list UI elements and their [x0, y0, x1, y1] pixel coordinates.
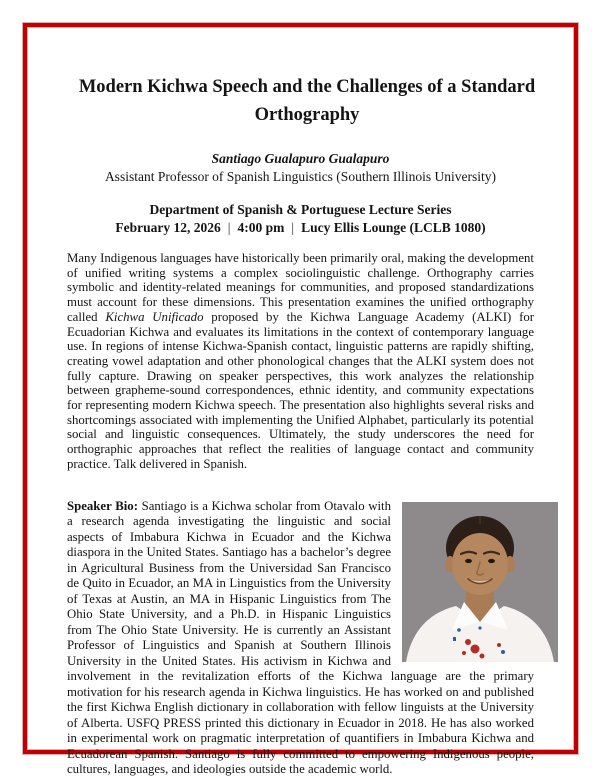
abstract-italic-term: Kichwa Unificado	[105, 309, 204, 324]
event-time: 4:00 pm	[237, 220, 285, 235]
separator-bar: |	[227, 220, 231, 235]
event-details-line	[67, 219, 534, 237]
speaker-bio-section	[67, 499, 534, 777]
speaker-name: Santiago Gualapuro Gualapuro	[211, 151, 390, 166]
speaker-portrait-illustration	[402, 502, 558, 662]
lecture-series-title: Department of Spanish & Portuguese Lecture Series	[149, 202, 452, 217]
page-title: Modern Kichwa Speech and the Challenges of a Standard Orthography	[78, 77, 536, 125]
abstract-text-lead: Many Indigenous languages have historically been primarily oral, making the development of unified writing systems a complex sociolinguistic challenge. Orthography carries symbolic and identity-related meanings for communities, and proposed standardizations must account for these dimensions. This presentation examines the unified orthography called	[67, 251, 534, 324]
bio-text: Santiago is a Kichwa scholar from Otavalo with a research agenda investigating the linguistic and social aspects of Imbabura Kichwa in Ecuador and the Kichwa diaspora in the United States. Santiago has a bachelor’s degree in Agricultural Business from the Universidad San Francisco de Quito in Ecuador, an MA in Linguistics from the University of Texas at Austin, an MA in Hispanic Linguistics from The Ohio State University, and a Ph.D. in Hispanic Linguistics from The Ohio State University. He is currently an Assistant Professor of Linguistics and Spanish at Southern Illinois University in the United States. His activism in Kichwa and involvement in the revitalization efforts of the Kichwa language are the primary motivation for his research agenda in Kichwa linguistics. He has worked on and published the first Kichwa English dictionary in collaboration with fellow linguists at the University of Alberta. USFQ PRESS printed this dictionary in Ecuador in 2018. He has also worked in experimental work on pragmatic interpretation of quantifiers in Imbabura Kichwa and Ecuadorean Spanish. Santiago is fully committed to empowering Indigenous people, cultures, languages, and ideologies outside the academic world.	[67, 498, 534, 777]
red-border-frame	[23, 23, 578, 777]
abstract-paragraph	[67, 251, 534, 472]
speaker-affiliation: Assistant Professor of Spanish Linguistics (Southern Illinois University)	[104, 169, 497, 184]
bio-label: Speaker Bio:	[67, 498, 138, 513]
event-location: Lucy Ellis Lounge (LCLB 1080)	[301, 220, 486, 235]
speaker-photo	[402, 502, 558, 662]
separator-bar: |	[291, 220, 295, 235]
abstract-text-rest: proposed by the Kichwa Language Academy (ALKI) for Ecuadorian Kichwa and evaluates its limitations in the context of contemporary language use. In regions of intense Kichwa-Spanish contact, linguistic patterns are rapidly shifting, creating vowel adaptation and other phonological changes that the ALKI system does not fully capture. Drawing on speaker perspectives, this work analyzes the relationship between grapheme-sound correspondences, ethnic identity, and community expectations for representing modern Kichwa speech. The presentation also highlights several risks and shortcomings associated with implementing the Unified Alphabet, particularly its potential social and linguistic consequences. Ultimately, the study underscores the need for orthographic approaches that reflect the realities of language contact and community practice. Talk delivered in Spanish.	[67, 309, 534, 471]
event-date: February 12, 2026	[115, 220, 221, 235]
